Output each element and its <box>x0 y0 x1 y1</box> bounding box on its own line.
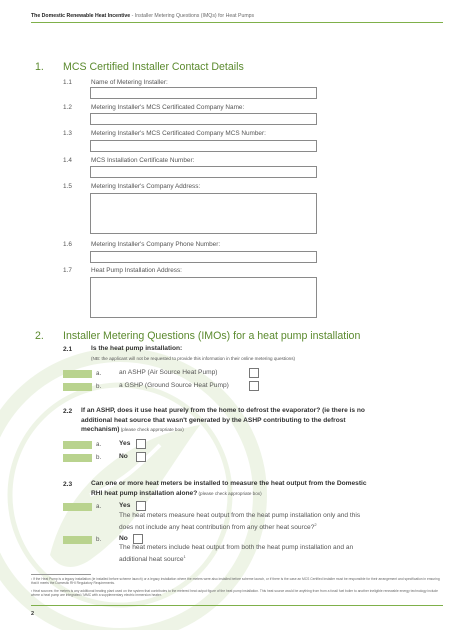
option-letter: b. <box>96 454 102 461</box>
question-2-2-line-3: mechanism) <box>81 426 120 434</box>
option-ashp-label: an ASHP (Air Source Heat Pump) <box>119 369 218 376</box>
answer-marker-bar <box>63 454 92 462</box>
question-2-3-note: (please check appropriate box) <box>197 490 262 496</box>
footnote-2: ² Heat sources: the meters is any additional heating plant used on the system that contributes to the metered heat output figure of the heat pump installation. This heat source would be anything from from a fossil fuel boiler to another ineligible renewable energy technology include where a heat pump are integrated / MMC with a supplementary electric immersion heater. <box>31 589 438 598</box>
field-1-1-label: Name of Metering Installer: <box>91 79 168 86</box>
option-no-desc-line-1: The heat meters include heat output from both the heat pump installation and an <box>119 544 354 551</box>
option-gshp-label: a GSHP (Ground Source Heat Pump) <box>119 382 229 389</box>
question-2-3-text <box>91 479 441 498</box>
question-2-2-line-2: additional heat source that wasn't generated by the ASHP contributing to the defrost <box>81 416 346 424</box>
answer-marker-bar <box>63 536 92 544</box>
field-1-5-label: Metering Installer's Company Address: <box>91 183 201 190</box>
header-title-bold: The Domestic Renewable Heat Incentive <box>31 13 131 19</box>
option-yes-label: Yes <box>119 502 131 509</box>
ashp-checkbox[interactable] <box>249 368 259 378</box>
question-2-3-number: 2.3 <box>63 481 73 488</box>
field-1-2-label: Metering Installer's MCS Certificated Company Name: <box>91 104 245 111</box>
field-1-7-number: 1.7 <box>63 267 72 274</box>
option-letter: b. <box>96 536 102 543</box>
question-2-2-number: 2.2 <box>63 408 73 415</box>
field-1-3-label: Metering Installer's MCS Certificated Company MCS Number: <box>91 130 266 137</box>
section-2-title: Installer Metering Questions (IMOs) for a heat pump installation <box>63 330 361 342</box>
footnote-1: ¹ If the Heat Pump is a legacy installation (ie installed before scheme launch) or a legacy installation where the meters were also installed before scheme launch, or if there is the case an MCS Certified Installer must be responsible for their arrangement and specification in ensuring that it meets the Domestic RHI Regulatory Requirements. <box>31 577 440 586</box>
question-2-1-number: 2.1 <box>63 346 73 353</box>
defrost-yes-checkbox[interactable] <box>136 439 146 449</box>
option-no-desc-line-2: additional heat source <box>119 556 184 564</box>
section-2-number: 2. <box>35 330 44 342</box>
footnote-ref: 2 <box>314 522 317 528</box>
question-2-3-line-2: RHI heat pump installation alone? <box>91 489 198 497</box>
question-2-2-text <box>81 406 441 435</box>
answer-marker-bar <box>63 503 92 511</box>
field-1-6-label: Metering Installer's Company Phone Number: <box>91 241 221 248</box>
field-1-2-number: 1.2 <box>63 104 72 111</box>
section-1-title: MCS Certified Installer Contact Details <box>63 61 244 73</box>
option-yes-label: Yes <box>119 440 131 447</box>
section-1-number: 1. <box>35 61 44 73</box>
answer-marker-bar <box>63 370 92 378</box>
question-2-1-note: (NB: the applicant will not be requested to provide this information in their online metering questions) <box>91 356 296 361</box>
field-1-1-number: 1.1 <box>63 79 72 86</box>
option-yes-desc-line-1: The heat meters measure heat output from the heat pump installation only and this <box>119 512 361 519</box>
option-letter: a. <box>96 503 102 510</box>
option-yes-desc-line-2: does not include any heat contribution from any other heat source? <box>119 524 315 532</box>
header-title-rest: - Installer Metering Questions (IMQs) for Heat Pumps <box>130 13 255 19</box>
footnote-ref: 1 <box>183 554 186 560</box>
option-yes-description <box>119 511 419 533</box>
metering-installer-name-input[interactable] <box>90 87 317 99</box>
field-1-6-number: 1.6 <box>63 241 72 248</box>
option-letter: a. <box>96 370 102 377</box>
option-no-label: No <box>119 535 128 542</box>
gshp-checkbox[interactable] <box>249 381 259 391</box>
header-divider <box>31 22 443 23</box>
installation-address-input[interactable] <box>90 277 317 318</box>
answer-marker-bar <box>63 441 92 449</box>
company-phone-input[interactable] <box>90 251 317 263</box>
document-header <box>31 13 254 19</box>
option-no-label: No <box>119 453 128 460</box>
installation-certificate-number-input[interactable] <box>90 166 317 178</box>
question-2-2-line-1: If an ASHP, does it use heat purely from the home to defrost the evaporator? (ie there is no <box>81 407 365 414</box>
question-2-1-text: Is the heat pump installation: <box>91 345 183 352</box>
question-2-3-line-1: Can one or more heat meters be installed to measure the heat output from the Domestic <box>91 480 367 487</box>
page-number: 2 <box>31 611 35 617</box>
company-address-input[interactable] <box>90 193 317 234</box>
option-letter: a. <box>96 441 102 448</box>
heat-meter-yes-checkbox[interactable] <box>136 501 146 511</box>
field-1-3-number: 1.3 <box>63 130 72 137</box>
option-letter: b. <box>96 383 102 390</box>
option-no-description <box>119 543 419 565</box>
field-1-5-number: 1.5 <box>63 183 72 190</box>
footer-divider <box>31 605 443 606</box>
company-name-input[interactable] <box>90 113 317 125</box>
field-1-4-number: 1.4 <box>63 157 72 164</box>
field-1-7-label: Heat Pump Installation Address: <box>91 267 182 274</box>
footnote-divider <box>31 574 91 575</box>
defrost-no-checkbox[interactable] <box>136 452 146 462</box>
field-1-4-label: MCS Installation Certificate Number: <box>91 157 195 164</box>
company-mcs-number-input[interactable] <box>90 140 317 152</box>
question-2-2-note: (please check appropriate box) <box>119 427 184 433</box>
answer-marker-bar <box>63 383 92 391</box>
